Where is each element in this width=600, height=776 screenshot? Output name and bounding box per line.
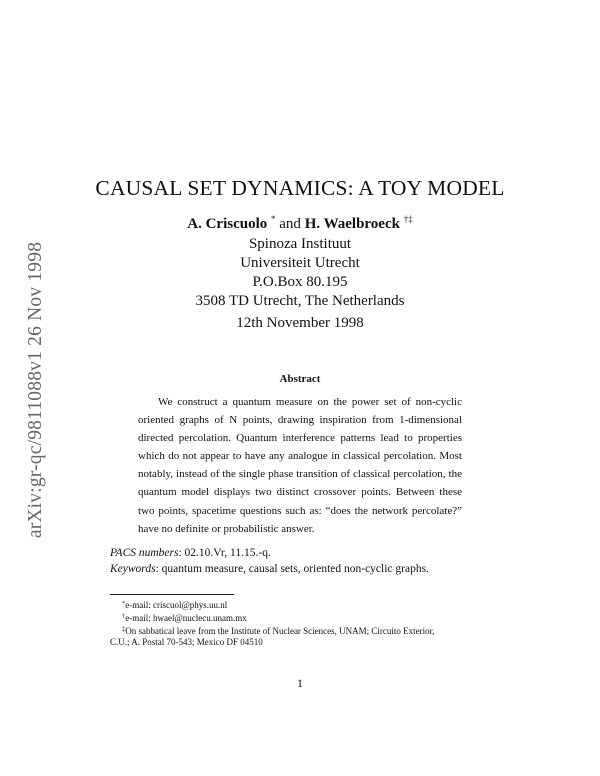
footnote-3-mark: ‡ bbox=[122, 626, 126, 633]
footnote-3-continuation: C.U.; A. Postal 70-543; Mexico DF 04510 bbox=[110, 637, 263, 647]
author2-footnote-mark: †‡ bbox=[403, 214, 413, 224]
paper-title: CAUSAL SET DYNAMICS: A TOY MODEL bbox=[95, 176, 505, 200]
author-conjunction: and bbox=[279, 216, 301, 232]
keywords-label: Keywords bbox=[110, 563, 156, 575]
footnote-1-mark: * bbox=[122, 600, 126, 607]
keywords-value: : quantum measure, causal sets, oriented non-cyclic graphs. bbox=[155, 563, 429, 575]
author1-footnote-mark: * bbox=[271, 214, 276, 224]
footnote-2-text: e-mail: hwael@nuclecu.unam.mx bbox=[125, 613, 247, 623]
footnote-3-text: On sabbatical leave from the Institute of Nuclear Sciences, UNAM; Circuito Exterior, bbox=[125, 626, 435, 636]
pacs-value: : 02.10.Vr, 11.15.-q. bbox=[178, 547, 271, 559]
pacs-label: PACS numbers bbox=[110, 547, 179, 559]
affiliation-line-3: P.O.Box 80.195 bbox=[252, 274, 348, 290]
footnote-2-mark: † bbox=[122, 613, 126, 620]
footnote-rule bbox=[110, 594, 234, 595]
abstract-heading: Abstract bbox=[279, 373, 321, 385]
keywords-line bbox=[110, 563, 429, 575]
abstract-text: We construct a quantum measure on the power set of non-cyclic oriented graphs of N points, drawing inspiration from 1-dimensional directed percolation. Quantum interference patterns lead to properties which do not appear to have any analogue in classical percolation. Most notably, instead of the single phase transition of classical percolation, the quantum model displays two distinct crossover points. Between these two points, spacetime questions such as: “does the network percolate?” have no definite or probabilistic answer. bbox=[138, 396, 462, 535]
author-waelbroeck: H. Waelbroeck bbox=[304, 216, 400, 232]
author-line bbox=[0, 214, 600, 233]
footnote-1-text: e-mail: criscuol@phys.uu.nl bbox=[125, 600, 228, 610]
pacs-line bbox=[110, 547, 271, 559]
page-number: 1 bbox=[297, 676, 303, 690]
author-criscuolo: A. Criscuolo bbox=[187, 216, 268, 232]
affiliation-line-1: Spinoza Instituut bbox=[248, 236, 352, 252]
arxiv-identifier: arXiv:gr-qc/9811088v1 26 Nov 1998 bbox=[25, 241, 46, 539]
affiliation-line-2: Universiteit Utrecht bbox=[240, 255, 360, 271]
paper-date: 12th November 1998 bbox=[236, 315, 364, 331]
affiliation-line-4: 3508 TD Utrecht, The Netherlands bbox=[195, 293, 405, 309]
